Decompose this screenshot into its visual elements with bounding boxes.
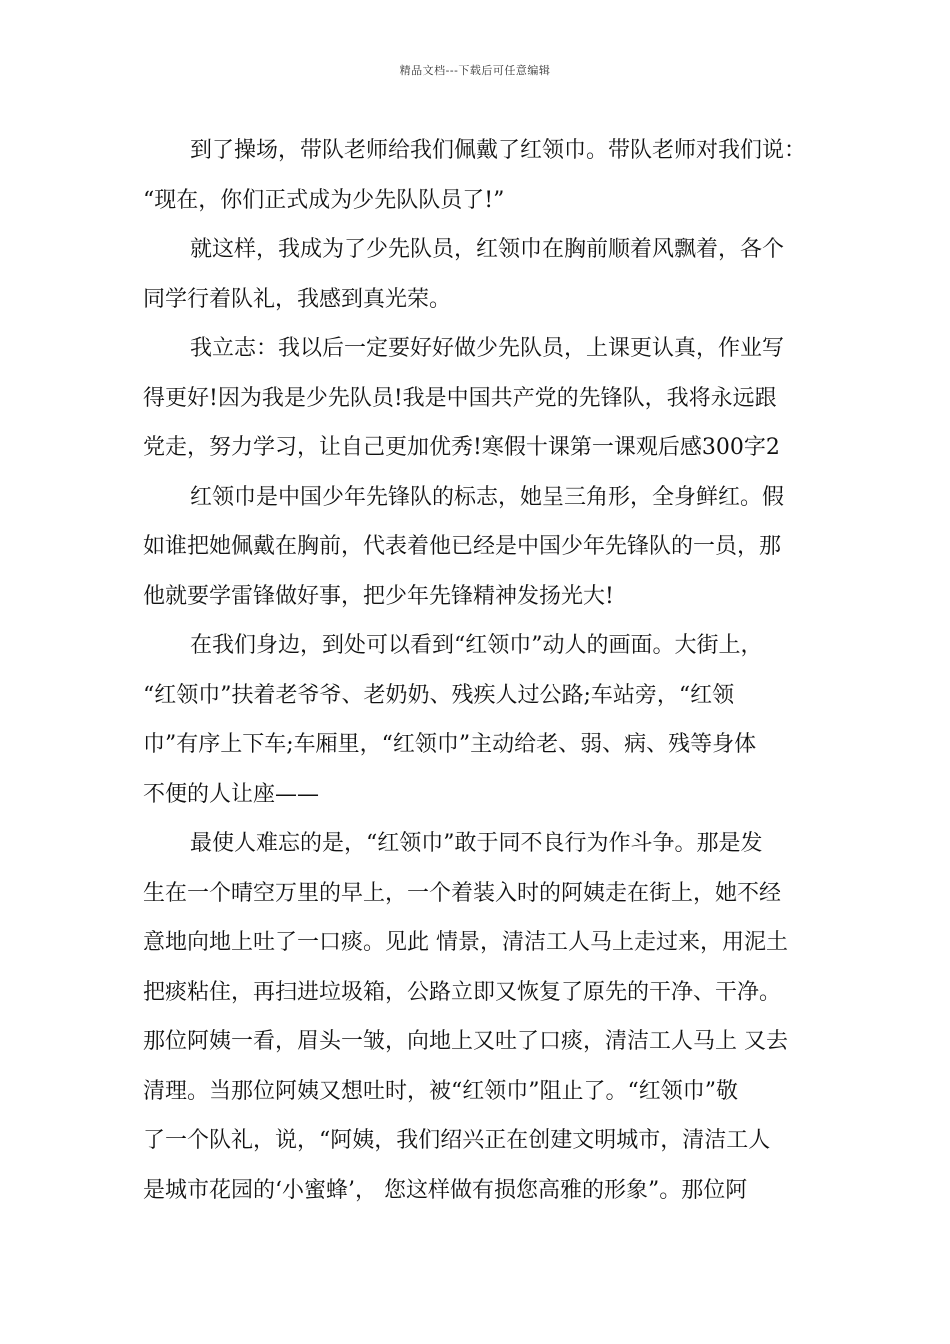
text-line: “现在，你们正式成为少先队队员了!” [143,187,505,213]
text-line: 不便的人让座—— [143,781,320,807]
document-body [143,126,809,1215]
text-line: 是城市花园的‘小蜜蜂’， 您这样做有损您高雅的形象”。那位阿 [143,1177,748,1203]
text-line: 到了操场，带队老师给我们佩戴了红领巾。带队老师对我们说： [190,138,807,163]
text-line: 把痰粘住，再扫进垃圾箱，公路立即又恢复了原先的干净、干净。 [143,979,782,1005]
text-line: 党走，努力学习，让自己更加优秀!寒假十课第一课观后感300字2 [143,435,780,460]
text-line: 清理。当那位阿姨又想吐时，被“红领巾”阻止了。“红领巾”敬 [143,1078,738,1104]
text-line: 生在一个晴空万里的早上，一个着装入时的阿姨走在街上，她不经 [143,880,782,906]
text-line: “红领巾”扶着老爷爷、老奶奶、残疾人过公路;车站旁，“红领 [143,682,735,708]
text-line: 在我们身边，到处可以看到“红领巾”动人的画面。大街上， [190,633,763,658]
text-line: 他就要学雷锋做好事，把少年先锋精神发扬光大! [143,583,614,609]
text-line: 巾”有序上下车;车厢里，“红领巾”主动给老、弱、病、残等身体 [143,732,757,757]
text-line: 了一个队礼，说，“阿姨，我们绍兴正在创建文明城市，清洁工人 [143,1128,771,1153]
text-line: 如谁把她佩戴在胸前，代表着他已经是中国少年先锋队的一员，那 [143,534,782,559]
text-line: 最使人难忘的是，“红领巾”敢于同不良行为作斗争。那是发 [190,831,763,856]
text-line: 就这样，我成为了少先队员，红领巾在胸前顺着风飘着，各个 [190,237,785,262]
text-line: 同学行着队礼，我感到真光荣。 [143,286,452,312]
text-line: 那位阿姨一看，眉头一皱，向地上又吐了口痰，清洁工人马上 又去 [143,1029,788,1054]
text-line: 得更好!因为我是少先队员!我是中国共产党的先锋队，我将永远跟 [143,385,777,411]
text-line: 红领巾是中国少年先锋队的标志，她呈三角形，全身鲜红。假 [190,484,785,510]
text-line: 意地向地上吐了一口痰。见此 情景，清洁工人马上走过来，用泥土 [143,930,788,955]
page-header: 精品文档---下载后可任意编辑 [399,64,551,77]
text-line: 我立志：我以后一定要好好做少先队员，上课更认真，作业写 [190,336,785,361]
